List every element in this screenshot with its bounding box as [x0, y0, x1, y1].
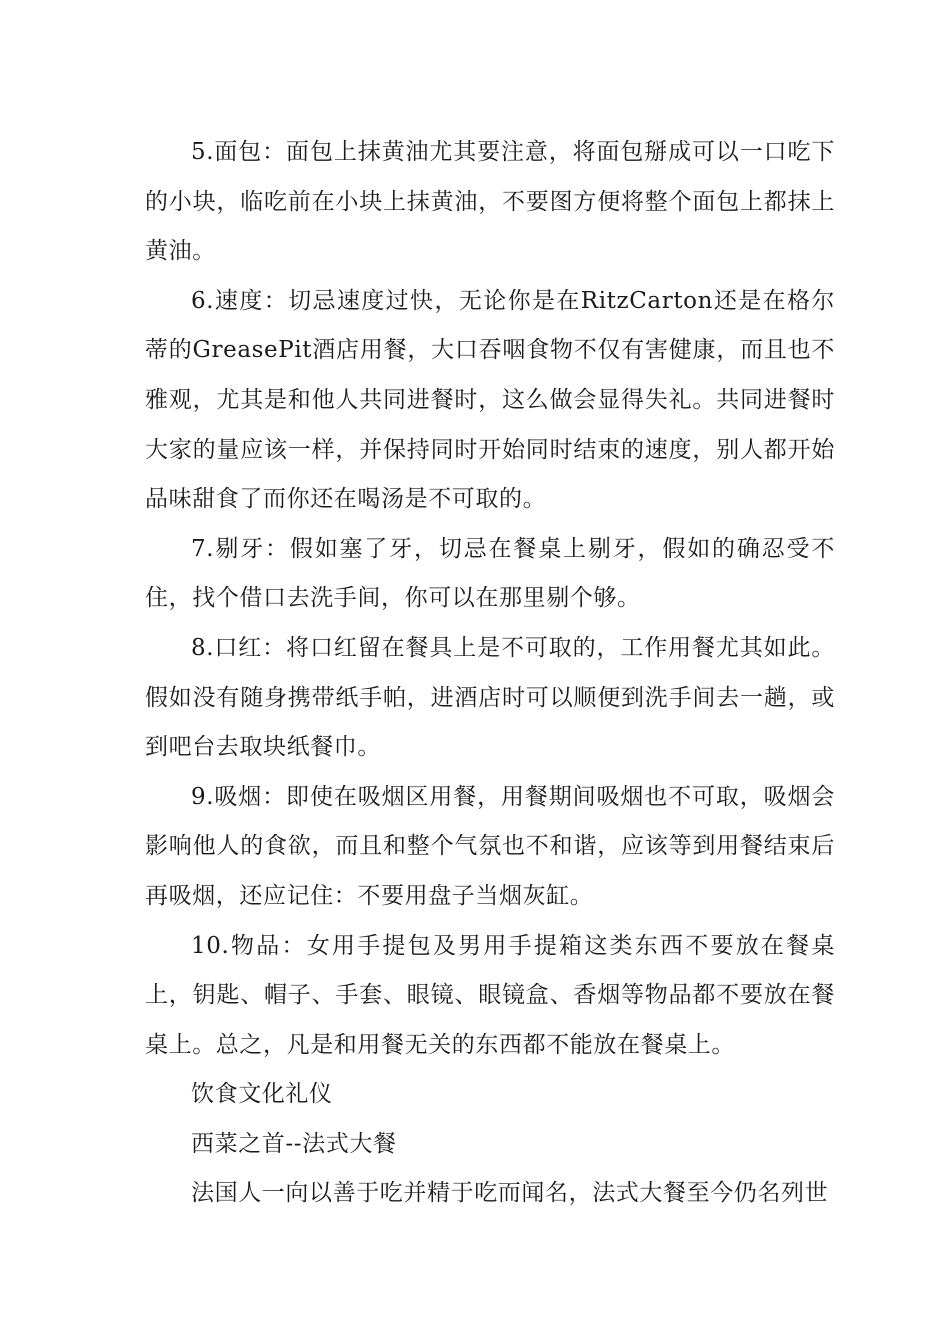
- section-heading-french-cuisine: 西菜之首--法式大餐: [191, 1130, 397, 1157]
- paragraph-lipstick: 8.口红：将口红留在餐具上是不可取的，工作用餐尤其如此。假如没有随身携带纸手帕，进酒店时可以顺便到洗手间去一趟，或到吧台去取块纸餐巾。: [145, 634, 835, 761]
- paragraph-bread: 5.面包：面包上抹黄油尤其要注意，将面包掰成可以一口吃下的小块，临吃前在小块上抹黄油，不要图方便将整个面包上都抹上黄油。: [145, 139, 835, 265]
- paragraph-toothpick: 7.剔牙：假如塞了牙，切忌在餐桌上剔牙，假如的确忍受不住，找个借口去洗手间，你可以在那里剔个够。: [145, 535, 835, 612]
- document-body: [145, 128, 835, 1219]
- paragraph-speed: 6.速度：切忌速度过快，无论你是在RitzCarton还是在格尔蒂的GreasePit酒店用餐，大口吞咽食物不仅有害健康，而且也不雅观，尤其是和他人共同进餐时，这么做会显得失礼。共同进餐时大家的量应该一样，并保持同时开始同时结束的速度，别人都开始品味甜食了而你还在喝汤是不可取的。: [145, 287, 835, 513]
- paragraph-items: 10.物品：女用手提包及男用手提箱这类东西不要放在餐桌上，钥匙、帽子、手套、眼镜、眼镜盒、香烟等物品都不要放在餐桌上。总之，凡是和用餐无关的东西都不能放在餐桌上。: [145, 932, 835, 1058]
- paragraph-french-intro: 法国人一向以善于吃并精于吃而闻名，法式大餐至今仍名列世: [191, 1180, 829, 1207]
- paragraph-smoking: 9.吸烟：即使在吸烟区用餐，用餐期间吸烟也不可取，吸烟会影响他人的食欲，而且和整个气氛也不和谐，应该等到用餐结束后再吸烟，还应记住：不要用盘子当烟灰缸。: [145, 783, 835, 909]
- section-heading-food-culture: 饮食文化礼仪: [191, 1081, 333, 1108]
